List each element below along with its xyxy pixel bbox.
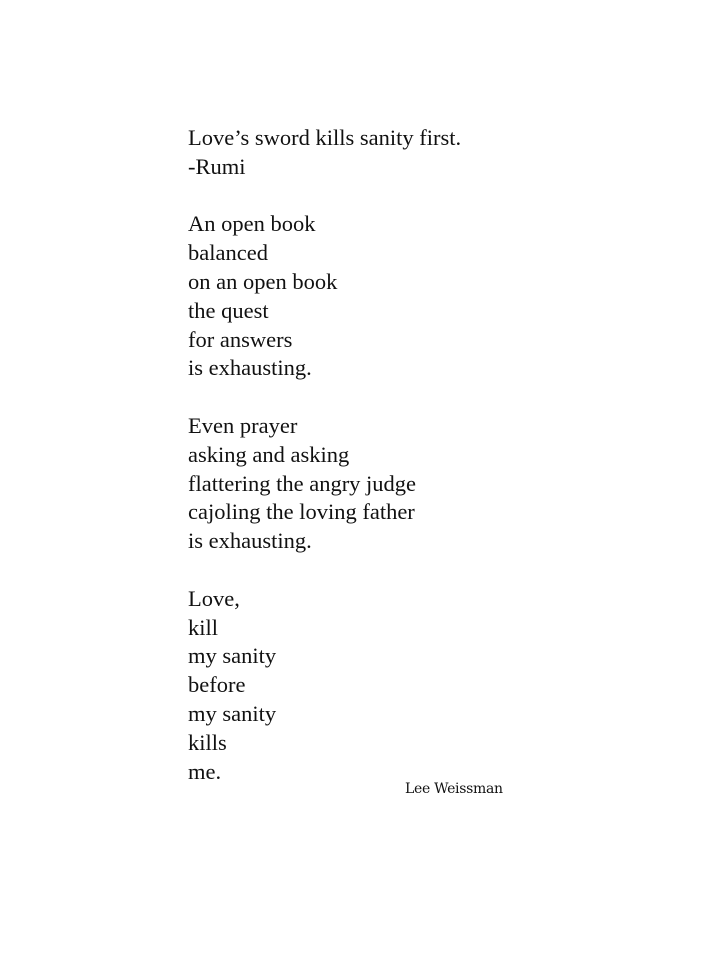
poem-line: Even prayer	[188, 412, 298, 438]
poem-line: kill	[188, 614, 219, 640]
poem-line: for answers	[188, 326, 293, 352]
epigraph-attribution: -Rumi	[188, 153, 246, 179]
epigraph-quote: Love’s sword kills sanity first.	[188, 125, 462, 150]
stanza-gap	[188, 556, 461, 585]
poem-line: the quest	[188, 297, 269, 323]
poem-line: my sanity	[188, 643, 277, 669]
poem-line: cajoling the loving father	[188, 499, 415, 525]
poem	[188, 124, 461, 786]
author-signature: Lee Weissman	[405, 781, 503, 797]
poem-line: balanced	[188, 240, 268, 266]
poem-line: An open book	[188, 211, 316, 237]
poem-line: kills	[188, 729, 227, 755]
poem-line: my sanity	[188, 700, 277, 726]
poem-line: asking and asking	[188, 441, 350, 467]
stanza-gap	[188, 383, 461, 412]
poem-line: is exhausting.	[188, 528, 312, 554]
poem-line: before	[188, 672, 246, 698]
poem-line: is exhausting.	[188, 355, 312, 381]
poem-line: flattering the angry judge	[188, 470, 417, 496]
poem-line: me.	[188, 758, 222, 784]
stanza-gap	[188, 182, 461, 211]
poem-line: Love,	[188, 585, 240, 611]
poem-line: on an open book	[188, 268, 338, 294]
